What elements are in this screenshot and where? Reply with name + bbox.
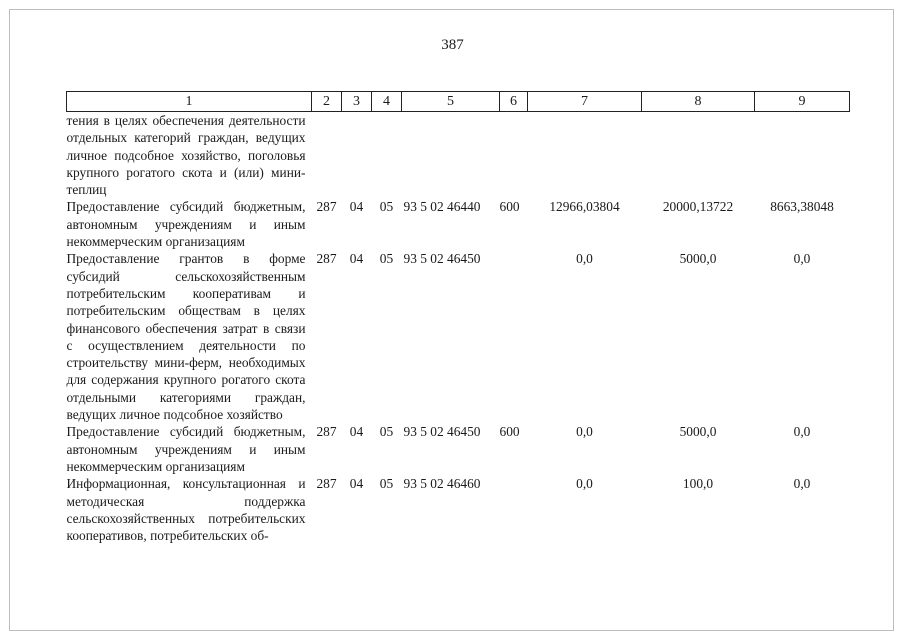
table-row xyxy=(67,423,850,475)
expense-type-code xyxy=(500,475,528,544)
item-name: Предоставление грантов в форме субсидий сельскохозяйственным потребительским кооперативам и потребительским обществам в целях финансового обеспечения затрат в связи с осуществлением деятельности по строительству мини-ферм, необходимых для содержания крупного рогатого скота отдельными категориями граждан, ведущих личное подсобное хозяйство xyxy=(66,251,306,423)
table-header xyxy=(67,92,850,112)
column-header: 3 xyxy=(342,92,372,112)
expense-type-code xyxy=(500,250,528,423)
target-article-code: 93 5 02 46440 xyxy=(403,199,481,215)
target-article-code: 93 5 02 46460 xyxy=(403,476,481,492)
column-header: 1 xyxy=(67,92,312,112)
target-article-code: 93 5 02 46450 xyxy=(403,251,481,267)
grbs-code: 287 xyxy=(316,476,337,492)
column-header: 4 xyxy=(372,92,402,112)
subsection-code: 05 xyxy=(379,251,394,267)
amount-year-1: 0,0 xyxy=(576,424,593,440)
expense-type-code xyxy=(500,112,528,199)
column-header: 7 xyxy=(528,92,642,112)
table-row xyxy=(67,112,850,199)
grbs-code: 287 xyxy=(316,251,337,267)
page-number: 387 xyxy=(441,37,464,53)
expense-type-code: 600 xyxy=(499,424,520,440)
subsection-code: 05 xyxy=(379,199,394,215)
amount-year-3 xyxy=(755,112,850,199)
amount-year-2 xyxy=(642,112,755,199)
section-code: 04 xyxy=(349,424,364,440)
amount-year-3: 0,0 xyxy=(793,251,811,267)
column-header: 5 xyxy=(402,92,500,112)
section-code: 04 xyxy=(349,476,364,492)
grbs-code: 287 xyxy=(316,199,337,215)
amount-year-1: 0,0 xyxy=(576,476,593,492)
target-article-code xyxy=(402,112,500,199)
section-code: 04 xyxy=(349,199,364,215)
table-row xyxy=(67,198,850,250)
amount-year-3: 8663,38048 xyxy=(770,199,834,215)
amount-year-1: 12966,03804 xyxy=(549,199,620,215)
table-row xyxy=(67,475,850,544)
budget-table xyxy=(66,91,850,544)
item-name: Предоставление субсидий бюджетным, автономным учреждениям и иным некоммерческим организациям xyxy=(66,199,306,250)
amount-year-2: 5000,0 xyxy=(679,251,717,267)
table-body xyxy=(67,112,850,545)
column-header: 6 xyxy=(500,92,528,112)
grbs-code xyxy=(312,112,342,199)
subsection-code xyxy=(372,112,402,199)
amount-year-2: 100,0 xyxy=(682,476,714,492)
amount-year-1 xyxy=(528,112,642,199)
column-header: 8 xyxy=(642,92,755,112)
amount-year-2: 20000,13722 xyxy=(662,199,734,215)
amount-year-1: 0,0 xyxy=(576,251,593,267)
subsection-code: 05 xyxy=(379,424,394,440)
item-name: тения в целях обеспечения деятельности отдельных категорий граждан, ведущих личное подсобное хозяйство, поголовья крупного рогатого скота и (или) мини-теплиц xyxy=(66,113,306,198)
expense-type-code: 600 xyxy=(499,199,520,215)
amount-year-2: 5000,0 xyxy=(679,424,717,440)
subsection-code: 05 xyxy=(379,476,394,492)
column-header: 9 xyxy=(755,92,850,112)
item-name: Информационная, консультационная и методическая поддержка сельскохозяйственных потребительских кооперативов, потребительских об- xyxy=(66,476,306,544)
grbs-code: 287 xyxy=(316,424,337,440)
amount-year-3: 0,0 xyxy=(793,476,811,492)
table-row xyxy=(67,250,850,423)
column-header: 2 xyxy=(312,92,342,112)
section-code xyxy=(342,112,372,199)
target-article-code: 93 5 02 46450 xyxy=(403,424,481,440)
amount-year-3: 0,0 xyxy=(793,424,811,440)
item-name: Предоставление субсидий бюджетным, автономным учреждениям и иным некоммерческим организациям xyxy=(66,424,306,474)
section-code: 04 xyxy=(349,251,364,267)
